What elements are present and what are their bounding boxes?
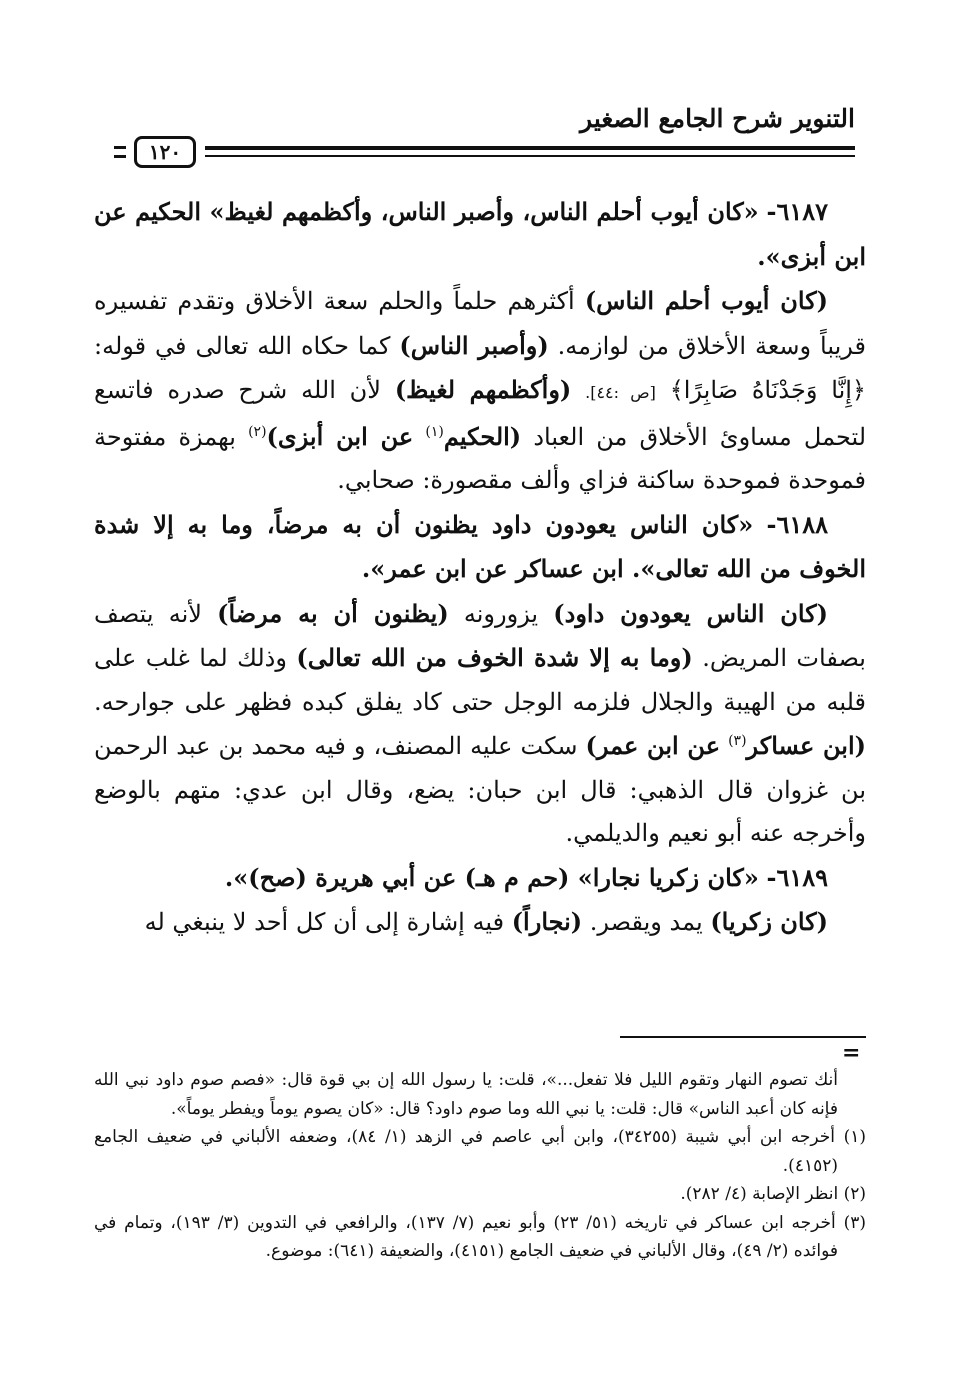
header-rule-left-bottom (114, 155, 126, 158)
quoted-phrase: (كان أيوب أحلم الناس) (584, 286, 828, 315)
commentary-text: كما حكاه الله تعالى في قوله: (94, 331, 391, 360)
commentary-6187 (94, 279, 866, 503)
quoted-phrase: (وأكظمهم لغيظ) (394, 375, 572, 404)
quoted-phrase: (يظنون أن به مرضاً) (217, 598, 449, 628)
commentary-text: سكت عليه المصنف، و فيه محمد بن عبد الرحمن بن غزوان قال الذهبي: قال ابن حبان: يضع، وقال ابن عدي: متهم بالوضع وأخرجه عنه أبو نعيم والديلمي. (94, 732, 866, 847)
header-rule-thin (205, 155, 855, 157)
hadith-6187 (94, 190, 866, 279)
commentary-6189 (94, 900, 866, 945)
verse-reference: [ص :٤٤]. (585, 383, 656, 402)
page-number: ١٢٠ (148, 140, 182, 164)
quoted-phrase: عن ابن عمر) (585, 731, 721, 760)
quoted-phrase: (كان الناس يعودون داود) (553, 598, 828, 628)
commentary-text: بهمزة مفتوحة فموحدة فموحدة ساكنة فزاي وألف مقصورة: صحابي. (94, 422, 866, 494)
commentary-text: لأنه يتصف بصفات المريض. (94, 599, 866, 672)
commentary-text: أكثرهم حلماً والحلم سعة الأخلاق وتقدم تفسيره قريباً وسعة الأخلاق من لوازمه. (94, 287, 866, 360)
quoted-phrase: عن ابن أبزى) (266, 421, 414, 451)
footnote-2: (٢) انظر الإصابة (٤/ ٢٨٢). (680, 1184, 866, 1204)
quoted-phrase: (كان زكريا) (710, 907, 828, 936)
quoted-phrase: (الحكيم (443, 421, 522, 451)
footnote-1: (١) أخرجه ابن أبي شيبة (٣٤٢٥٥)، وابن أبي عاصم في الزهد (١/ ٨٤)، وضعفه الألباني في ضعيف الجامع (٤١٥٢). (94, 1127, 866, 1176)
hadith-text: «كان الناس يعودون داود يظنون أن به مرضاً، وما به إلا شدة الخوف من الله تعالى». ابن عساكر عن ابن عمر». (94, 509, 866, 583)
book-title: التنوير شرح الجامع الصغير (580, 104, 855, 133)
quoted-phrase: (نجاراً) (511, 907, 583, 936)
page-number-badge (134, 136, 196, 168)
commentary-text: فيه إشارة إلى أن كل أحد لا ينبغي له (144, 908, 505, 936)
header-rule-thick (205, 146, 855, 150)
quoted-phrase: (وأصبر الناس) (399, 330, 549, 360)
commentary-text: وذلك لما غلب على قلبه من الهيبة والجلال فلزمه الوجل حتى كاد يفلق كبده فظهر على جوارحه. (94, 644, 866, 716)
hadith-text: «كان أيوب أحلم الناس، وأصبر الناس، وأكظمهم لغيظ» الحكيم عن ابن أبزى». (94, 197, 866, 271)
footnotes (94, 1066, 866, 1266)
footnote-marker-3[interactable]: (٣) (728, 733, 747, 749)
hadith-text: «كان زكريا نجارا» (حم م هـ) عن أبي هريرة (صح)». (224, 862, 759, 892)
hadith-6188 (94, 503, 866, 592)
footnote-continuation-sign: = (842, 1040, 861, 1066)
footnote-marker-2[interactable]: (٢) (248, 423, 267, 440)
commentary-text: يزورونه (463, 599, 539, 628)
header-rule-left-top (114, 146, 126, 149)
main-text (94, 190, 866, 945)
footnote-separator-rule (620, 1036, 866, 1038)
commentary-text: لأن الله شرح صدره فاتسع لتحمل مساوئ الأخلاق من العباد (94, 376, 866, 451)
commentary-text: يمد ويقصر. (589, 908, 703, 936)
footnote-3: (٣) أخرجه ابن عساكر في تاريخه (٥١/ ٢٣) وأبو نعيم (٧/ ١٣٧)، والرافعي في التدوين (٣/ ١٩٣)، وتمام في فوائده (٢/ ٤٩)، وقال الألباني في ضعيف الجامع (٤١٥١)، والضعيفة (٦٤١): موضوع. (94, 1212, 866, 1261)
hadith-number: ٦١٨٩- (766, 862, 828, 892)
quoted-phrase: (ابن عساكر (746, 731, 866, 760)
footnote-continuation: أنك تصوم النهار وتقوم الليل فلا تفعل...»، قلت: يا رسول الله إن بي قوة قال: «فصم صوم داود نبي الله فإنه كان أعبد الناس» قال: قلت: يا نبي الله وما صوم داود؟ قال: «كان يصوم يوماً ويفطر يوماً». (94, 1070, 838, 1119)
footnote-marker-1[interactable]: (١) (425, 423, 444, 440)
commentary-6188 (94, 592, 866, 856)
hadith-number: ٦١٨٧- (766, 197, 828, 226)
quran-verse: ﴿إِنَّا وَجَدْنَاهُ صَابِرًا﴾ (669, 376, 866, 404)
hadith-number: ٦١٨٨- (766, 509, 828, 539)
hadith-6189 (94, 856, 866, 901)
quoted-phrase: (وما به إلا شدة الخوف من الله تعالى) (296, 643, 693, 672)
